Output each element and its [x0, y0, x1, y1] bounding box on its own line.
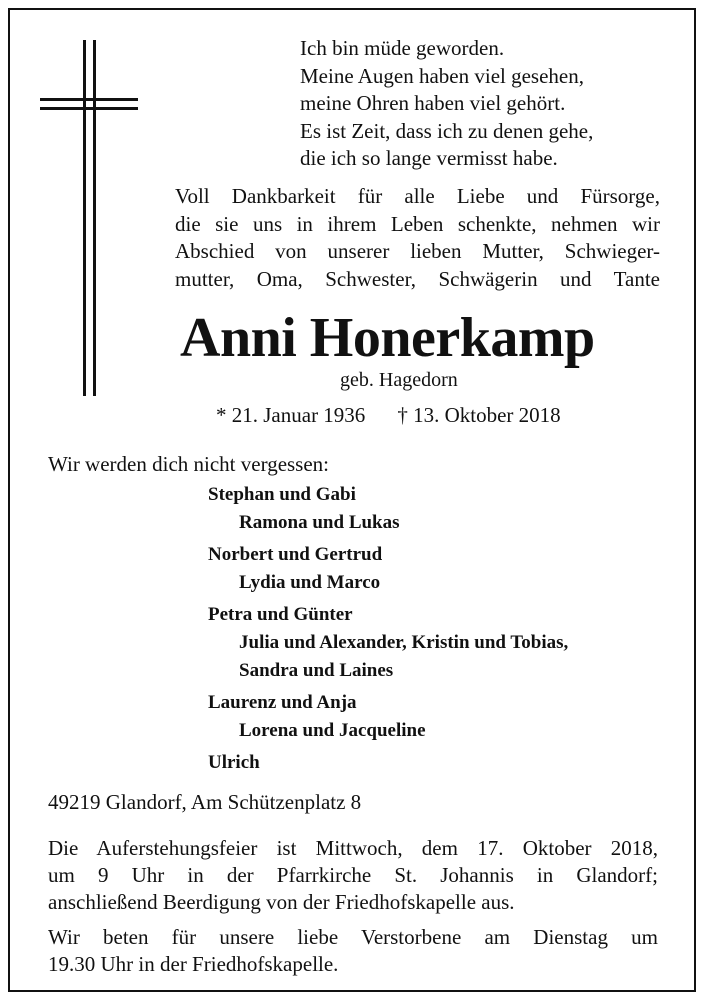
intro-line: die sie uns in ihrem Leben schenkte, nehmen wir — [175, 211, 660, 236]
mourners-list — [208, 481, 568, 781]
poem-line: Meine Augen haben viel gesehen, — [300, 63, 584, 88]
service-line: Die Auferstehungsfeier ist Mittwoch, dem 17. Oktober 2018, — [48, 836, 658, 860]
family-group — [208, 689, 568, 745]
poem-line: meine Ohren haben viel gehört. — [300, 91, 566, 115]
intro-line: mutter, Oma, Schwester, Schwägerin und Tante — [175, 266, 660, 291]
service-line: um 9 Uhr in der Pfarrkirche St. Johannis in Glandorf; — [48, 863, 658, 887]
family-parents: Norbert und Gertrud — [208, 544, 383, 565]
cross-horizontal-bar — [40, 98, 138, 101]
family-children: Lydia und Marco — [239, 572, 381, 593]
family-group — [208, 601, 568, 685]
family-children: Sandra und Laines — [239, 660, 394, 681]
intro-line: Voll Dankbarkeit für alle Liebe und Fürsorge, — [175, 184, 660, 208]
family-children: Ramona und Lukas — [239, 512, 400, 533]
prayer-line: Wir beten für unsere liebe Verstorbene am Dienstag um — [48, 925, 658, 949]
family-group — [208, 749, 568, 777]
family-group — [208, 481, 568, 537]
prayer-info — [48, 924, 658, 978]
funeral-service-info — [48, 835, 658, 916]
family-group — [208, 541, 568, 597]
family-parents: Laurenz und Anja — [208, 692, 357, 713]
intro-text — [175, 183, 660, 293]
cross-vertical-bar-inner — [93, 40, 96, 396]
birth-name: geb. Hagedorn — [340, 369, 458, 391]
service-line: anschließend Beerdigung von der Friedhofskapelle aus. — [48, 890, 515, 914]
family-parents: Stephan und Gabi — [208, 484, 356, 505]
family-address: 49219 Glandorf, Am Schützenplatz 8 — [48, 790, 362, 814]
poem-line: die ich so lange vermisst habe. — [300, 146, 558, 170]
life-dates — [216, 400, 561, 430]
death-date: † 13. Oktober 2018 — [397, 403, 561, 427]
remember-line: Wir werden dich nicht vergessen: — [48, 452, 330, 476]
cross-vertical-bar — [83, 40, 86, 396]
poem-line: Es ist Zeit, dass ich zu denen gehe, — [300, 118, 594, 143]
cross-horizontal-bar-inner — [40, 107, 138, 110]
poem — [300, 35, 593, 173]
poem-line: Ich bin müde geworden. — [300, 36, 505, 60]
deceased-name: Anni Honerkamp — [180, 307, 595, 369]
family-parents: Petra und Günter — [208, 604, 353, 625]
family-children: Julia und Alexander, Kristin und Tobias, — [239, 632, 569, 653]
family-parents: Ulrich — [208, 752, 260, 773]
intro-line: Abschied von unserer lieben Mutter, Schwieger- — [175, 239, 660, 263]
prayer-line: 19.30 Uhr in der Friedhofskapelle. — [48, 952, 339, 976]
birth-date: * 21. Januar 1936 — [216, 403, 366, 427]
family-children: Lorena und Jacqueline — [239, 720, 426, 741]
